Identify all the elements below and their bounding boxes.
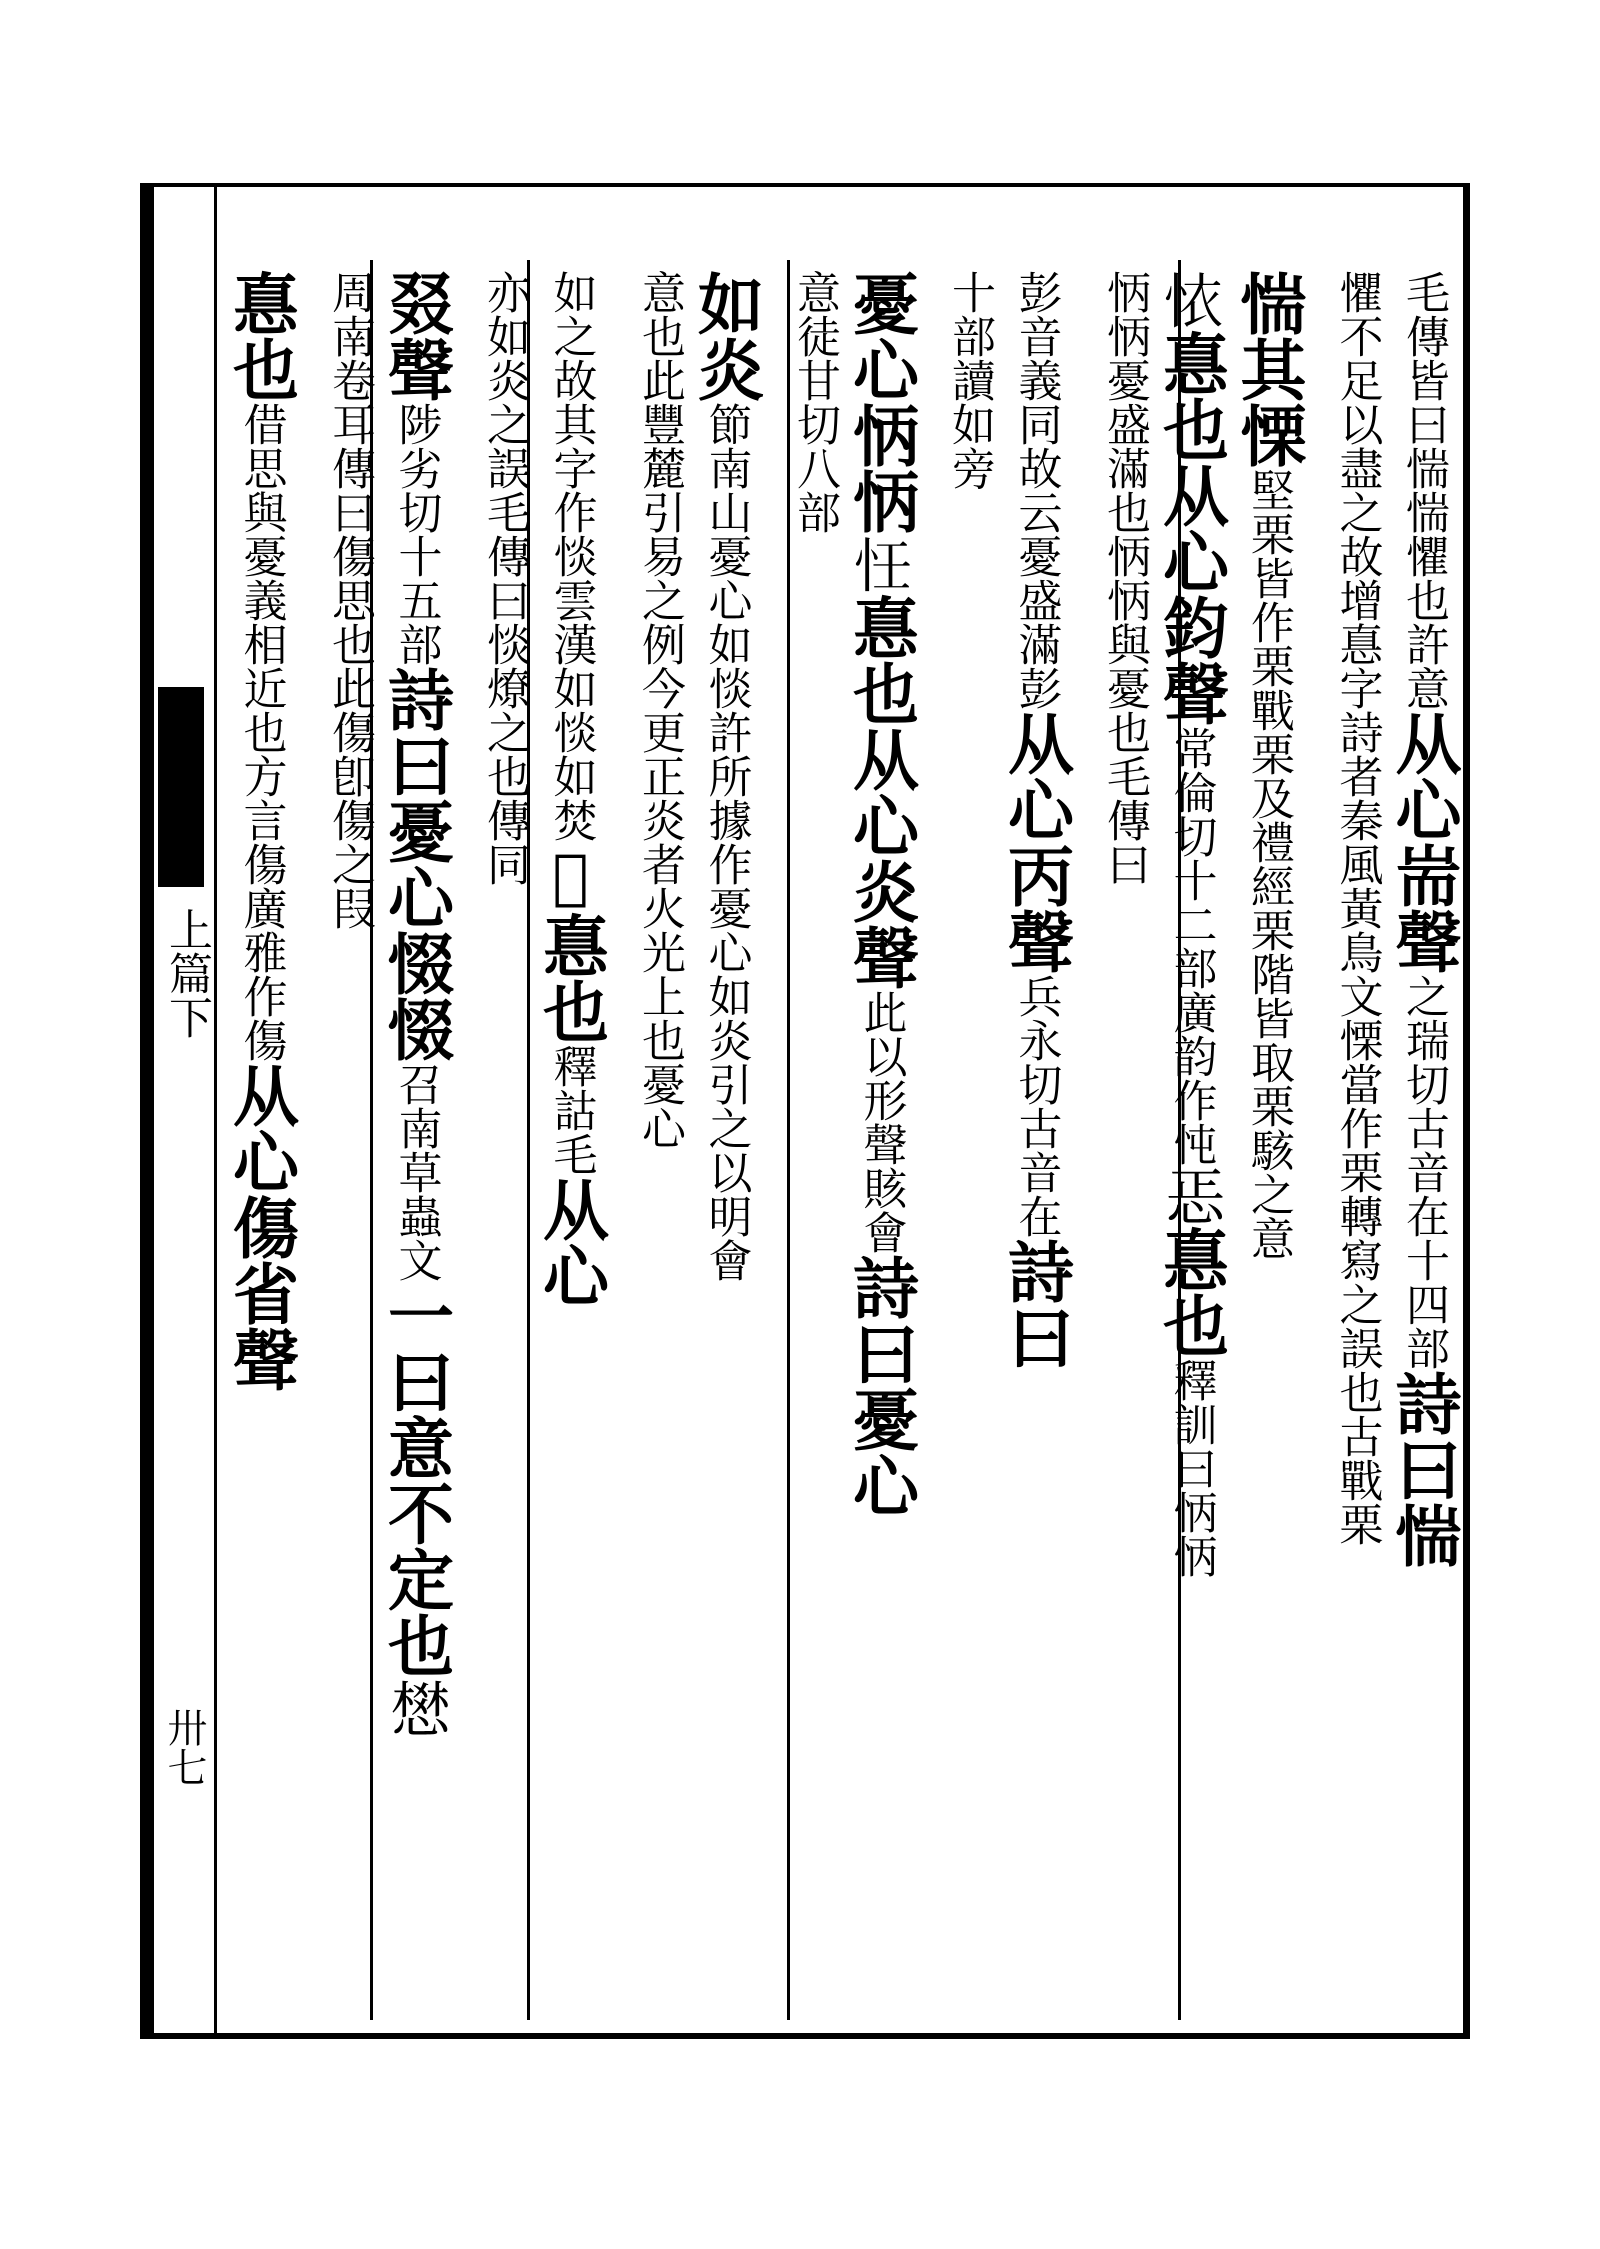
main-text: 从心丙聲 — [996, 710, 1075, 974]
commentary-text: 釋訓曰怲怲 — [1165, 1358, 1217, 1578]
frame-right — [1463, 183, 1470, 2039]
main-text: 从心耑聲 — [1384, 710, 1462, 974]
main-text: 惪也从心鈞聲 — [1151, 330, 1230, 726]
commentary-text: 召南草蟲文 — [390, 1062, 442, 1282]
text-column — [612, 270, 685, 1150]
commentary-text: 兵永切古音在 — [1010, 974, 1062, 1238]
seal-character: 𢡟 — [380, 1678, 451, 1738]
main-text: 詩曰憂心 — [841, 1254, 920, 1518]
main-text: 叕聲 — [376, 270, 455, 402]
main-text: 詩曰惴 — [1384, 1370, 1462, 1568]
commentary-text: 懼不足以盡之故增惪字 — [1331, 270, 1383, 710]
main-text: 一曰意不定也 — [376, 1282, 455, 1678]
text-column — [1229, 270, 1307, 1260]
main-text: 惪也 — [531, 912, 610, 1044]
commentary-text: 怲怲憂盛滿也怲怲與 — [1099, 270, 1150, 666]
commentary-text: 彭 — [1010, 666, 1062, 710]
main-text: 如炎 — [686, 270, 765, 402]
commentary-text: 此以形聲賅會 — [855, 990, 907, 1254]
seal-character: 𢗖 — [845, 534, 916, 594]
commentary-text: 傳同 — [479, 798, 530, 886]
commentary-text: 堅栗皆作栗戰栗及禮經栗階皆取栗駭之意 — [1243, 468, 1294, 1260]
commentary-text: 意徒甘切八部 — [789, 270, 840, 534]
main-text: 从心傷省聲 — [221, 1062, 300, 1392]
commentary-text: 彭音義同故云憂盛滿 — [1010, 270, 1062, 666]
frame-left — [140, 183, 154, 2039]
seal-character: 𢘫 — [1155, 1166, 1226, 1226]
commentary-text: 之瑞切古音在十四部 — [1398, 974, 1449, 1370]
frame-top — [140, 183, 1470, 187]
commentary-text: 亦如炎之誤毛傳曰惔燎之也 — [479, 270, 530, 798]
commentary-text: 釋詁毛 — [545, 1044, 597, 1176]
margin-divider — [214, 187, 217, 2033]
main-text: 憂心怲怲 — [841, 270, 920, 534]
text-column — [221, 270, 300, 1392]
main-text: 从心 — [531, 1176, 610, 1308]
main-text: 惴其慄 — [1229, 270, 1307, 468]
center-margin — [154, 187, 214, 2033]
text-column — [841, 270, 920, 1518]
main-text: 惪也 — [221, 270, 300, 402]
text-column — [1384, 270, 1462, 1568]
commentary-text: 毛傳皆曰惴惴懼也許意 — [1398, 270, 1449, 710]
seal-character: 𢗠 — [535, 842, 606, 912]
main-text: 惪也 — [1151, 1226, 1230, 1358]
frame-bottom — [140, 2033, 1470, 2039]
fishtail-mark — [158, 687, 204, 887]
commentary-text: 周南卷耳傳曰傷思也此傷卽傷之叚 — [324, 270, 375, 930]
commentary-text: 借思與憂義相近也方言傷廣雅作傷 — [235, 402, 287, 1062]
main-text: 惪也从心炎聲 — [841, 594, 920, 990]
text-column — [922, 270, 995, 490]
text-column — [767, 270, 840, 534]
text-area — [220, 270, 1460, 2030]
text-column — [996, 270, 1075, 1370]
main-text: 詩曰憂心惙惙 — [376, 666, 455, 1062]
commentary-text: 節南山憂心如惔許所據作憂心如炎引之以明會 — [700, 402, 752, 1282]
main-text: 詩曰 — [996, 1238, 1075, 1370]
folio-number: 卅七 — [161, 1707, 207, 1787]
seal-character: 𢙇 — [1155, 270, 1226, 330]
text-column — [302, 270, 375, 930]
juan-label: 上篇下 — [161, 907, 212, 1039]
text-column — [376, 270, 455, 1738]
commentary-text: 陟劣切十五部 — [390, 402, 442, 666]
commentary-text: 十部讀如旁 — [944, 270, 995, 490]
commentary-text: 憂也毛傳曰 — [1099, 666, 1150, 886]
commentary-text: 如之故其字作惔雲漢如惔如焚 — [545, 270, 597, 842]
text-column — [686, 270, 765, 1282]
commentary-text: 詩者秦風黃鳥文慄當作栗轉寫之誤也古戰栗 — [1331, 710, 1383, 1546]
commentary-text: 意也此豐麓引易之例今更正炎者火光上也憂心 — [634, 270, 685, 1150]
commentary-text: 常倫切十二部廣韵作忳 — [1165, 726, 1217, 1166]
text-column — [1077, 270, 1150, 886]
text-column — [531, 270, 610, 1308]
text-column — [1151, 270, 1230, 1578]
text-column — [457, 270, 530, 886]
text-column — [1309, 270, 1383, 1546]
